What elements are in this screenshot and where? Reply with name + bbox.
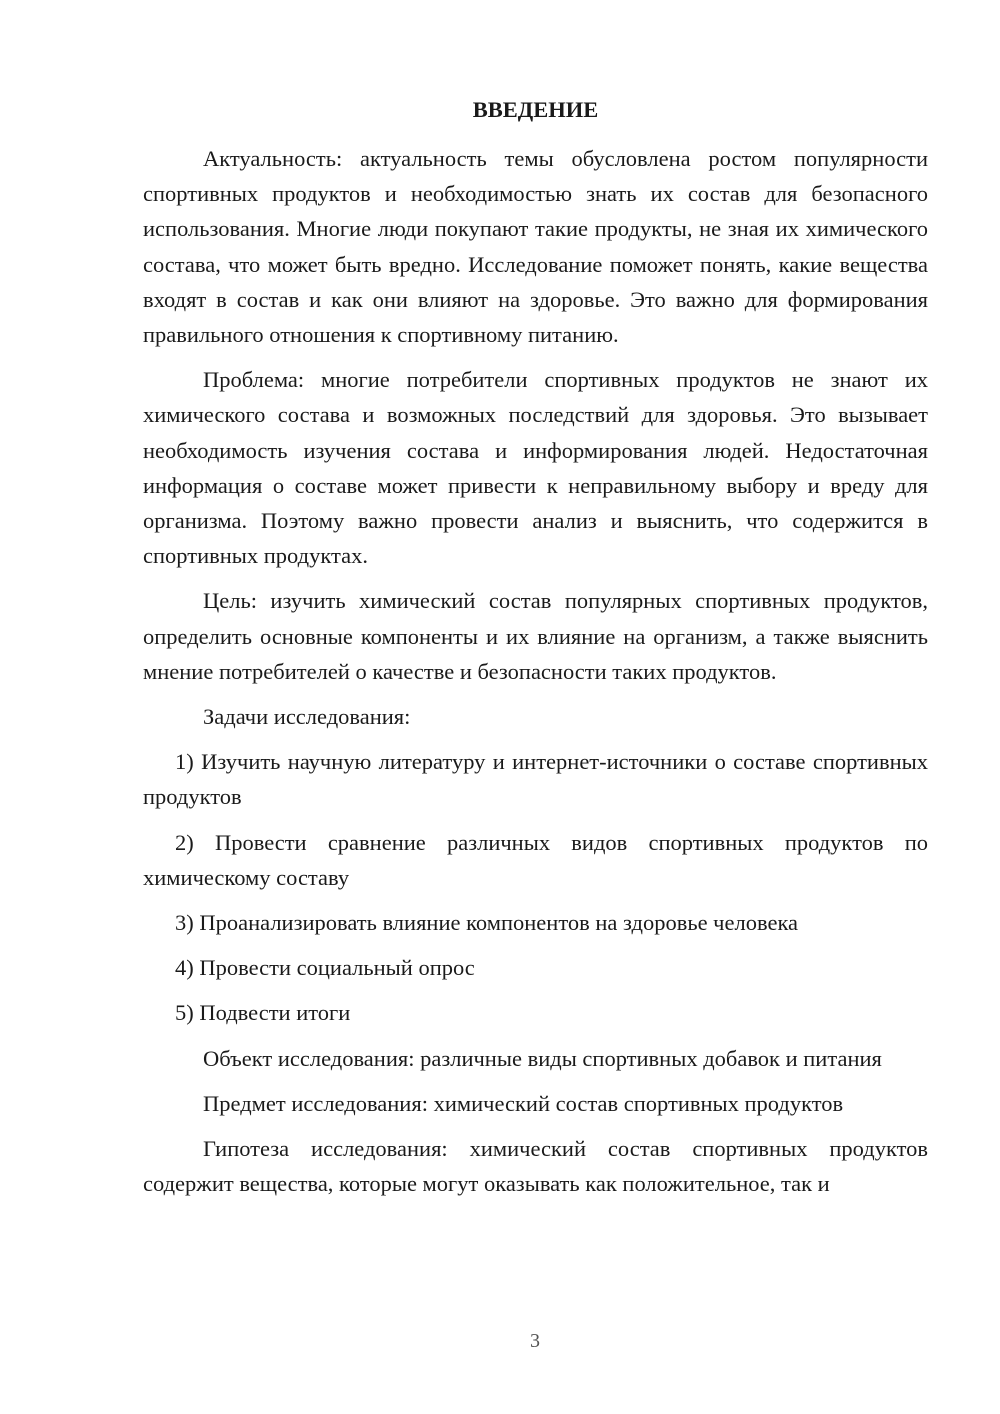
subject-paragraph: Предмет исследования: химический состав спортивных продуктов [203,1090,844,1116]
list-item: 5) Подвести итоги [175,1000,351,1026]
list-item: 2) Провести сравнение различных видов спортивных продуктов по химическому составу [143,829,928,890]
list-item: 1) Изучить научную литературу и интернет-источники о составе спортивных продуктов [143,749,928,810]
problem-paragraph: Проблема: многие потребители спортивных продуктов не знают их химического состава и возможных последствий для здоровья. Это вызывает необходимость изучения состава и информирования людей. Недостаточная информация о составе может привести к неправильному выбору и вреду для организма. Поэтому важно провести анализ и выяснить, что содержится в спортивных продуктах. [143,367,928,569]
goal-paragraph: Цель: изучить химический состав популярных спортивных продуктов, определить основные компоненты и их влияние на организм, а также выяснить мнение потребителей о качестве и безопасности таких продуктов. [143,588,928,684]
list-item: 4) Провести социальный опрос [175,955,475,981]
document-page [143,92,928,1211]
list-item: 3) Проанализировать влияние компонентов на здоровье человека [175,910,799,936]
object-paragraph: Объект исследования: различные виды спортивных добавок и питания [203,1045,882,1071]
hypothesis-paragraph: Гипотеза исследования: химический состав спортивных продуктов содержит вещества, которые могут оказывать как положительное, так и [143,1136,928,1197]
page-number: 3 [530,1330,540,1352]
tasks-list [143,744,928,1030]
tasks-title: Задачи исследования: [203,704,411,730]
relevance-paragraph: Актуальность: актуальность темы обусловлена ростом популярности спортивных продуктов и необходимостью знать их состав для безопасного использования. Многие люди покупают такие продукты, не зная их химического состава, что может быть вредно. Исследование поможет понять, какие вещества входят в состав и как они влияют на здоровье. Это важно для формирования правильного отношения к спортивному питанию. [143,146,928,348]
section-heading: ВВЕДЕНИЕ [472,97,599,122]
